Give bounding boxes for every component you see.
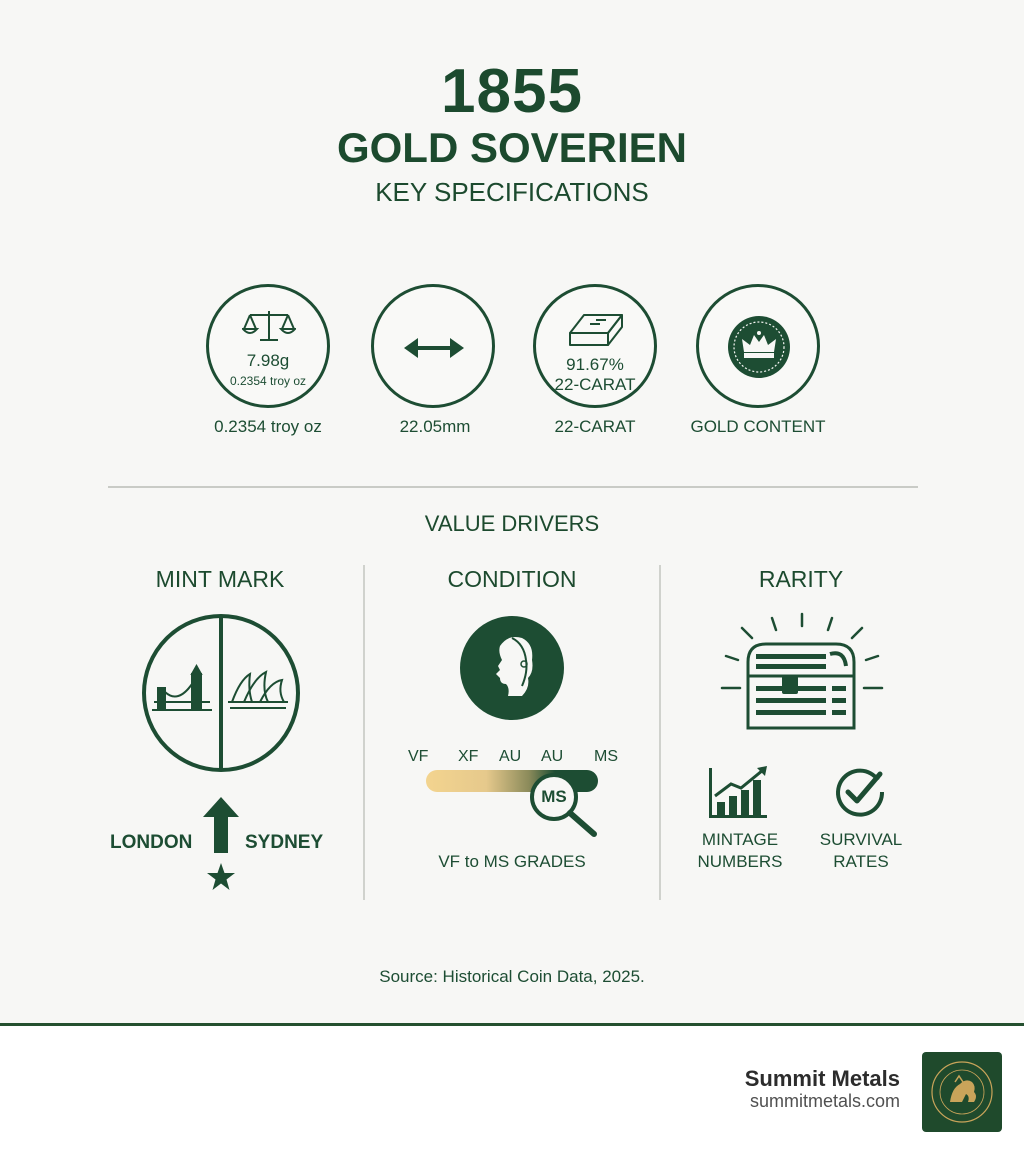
spec-weight-grams: 7.98g [246,351,290,370]
bar-chart-growth-icon [707,764,771,820]
survival-line-1: SURVIVAL [819,830,903,849]
scale-icon [242,309,296,343]
value-drivers-title: VALUE DRIVERS [424,511,600,536]
page-title: GOLD SOVERIEN [336,124,688,171]
mintage-numbers-label [680,829,800,873]
column-divider-1 [363,565,365,900]
checkmark-circle-icon [834,766,886,818]
survival-line-2: RATES [833,852,889,871]
treasure-chest-icon [718,610,886,734]
coin-portrait-icon [460,616,564,720]
london-label: LONDON [110,832,193,853]
gold-bar-icon [566,307,626,349]
magnifier-grade-text: MS [541,787,567,806]
mint-arrow-star-icon [201,795,241,895]
year-heading: 1855 [441,57,583,126]
column-divider-2 [659,565,661,900]
page-subtitle: KEY SPECIFICATIONS [375,177,649,207]
spec-weight-oz-inner: 0.2354 troy oz [229,374,307,388]
double-arrow-icon [402,335,466,361]
grade-scale-bar [424,766,604,838]
lion-emblem-icon [922,1052,1002,1132]
mint-mark-split-circle [140,612,302,774]
sydney-label: SYDNEY [245,832,324,853]
rarity-title: RARITY [758,566,844,592]
spec-weight-label: 0.2354 troy oz [214,417,322,436]
brand-url-link[interactable]: summitmetals.com [749,1091,900,1111]
spec-purity-percent: 91.67% [566,355,624,374]
crown-coin-icon [727,315,791,379]
brand-name[interactable]: Summit Metals [744,1066,900,1091]
spec-purity-label: 22-CARAT [554,417,636,436]
spec-purity-circle [533,284,657,408]
condition-title: CONDITION [447,566,577,592]
grade-label-vf: VF [408,748,429,765]
condition-caption: VF to MS GRADES [438,852,586,871]
summit-metals-logo[interactable] [922,1052,1002,1132]
spec-weight-circle [206,284,330,408]
opera-house-icon [228,672,288,708]
survival-rates-label [801,829,921,873]
mint-mark-title: MINT MARK [155,566,285,592]
grade-label-ms: MS [594,748,618,765]
source-note: Source: Historical Coin Data, 2025. [379,967,645,986]
spec-content-label: GOLD CONTENT [690,417,826,436]
mintage-line-1: MINTAGE [701,830,779,849]
spec-content-circle [696,284,820,408]
mintage-line-2: NUMBERS [697,852,783,871]
spec-diameter-label: 22.05mm [399,417,471,436]
spec-diameter-circle [371,284,495,408]
grade-label-xf: XF [458,748,479,765]
grade-label-au-1: AU [499,748,522,765]
grade-label-au-2: AU [541,748,564,765]
tower-bridge-icon [152,666,212,710]
section-divider [108,486,918,488]
spec-purity-carat-inner: 22-CARAT [554,375,636,394]
